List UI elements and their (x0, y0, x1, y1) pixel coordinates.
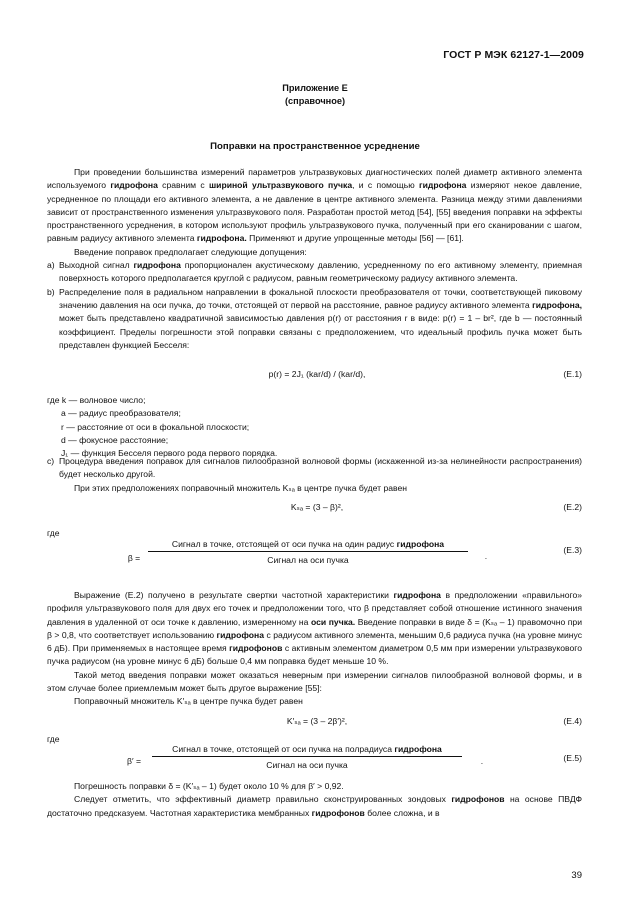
fraction-bar (148, 551, 468, 552)
body-text-2 (47, 455, 582, 495)
equation-e1-formula: p(r) = 2J₁ (kar/d) / (kar/d), (268, 369, 366, 379)
equation-e3-fraction (148, 539, 468, 565)
list-item-c: c) Процедура введения поправок для сигналов пилообразной волновой формы (искаженной из-за нелинейности распространения) будет несколько другой. (47, 456, 582, 480)
appendix-subtitle: (справочное) (284, 96, 345, 106)
paragraph-assumptions: Введение поправок предполагает следующие допущения: (74, 246, 307, 257)
fraction-bar (152, 756, 462, 757)
paragraph-sawtooth: Такой метод введения поправки может оказаться неверным при измерении сигналов пилообразной волновой формы, и в этом случае более приемлемым может быть другое выражение [55]: (47, 669, 582, 694)
equation-e3-numerator: Сигнал в точке, отстоящей от оси пучка на один радиус гидрофона (171, 539, 445, 549)
equation-e5-number: (E.5) (563, 753, 582, 763)
def-j: J₁ — функция Бесселя первого рода первого порядка. (61, 448, 278, 459)
body-text-3 (47, 589, 582, 709)
equation-e4-number: (E.4) (563, 716, 582, 726)
body-text-4 (47, 780, 582, 820)
def-d: d — фокусное расстояние; (61, 434, 169, 445)
equation-e4 (47, 716, 582, 730)
def-k: где k — волновое число; (47, 395, 146, 405)
page-number: 39 (571, 870, 582, 881)
standard-header: ГОСТ Р МЭК 62127-1—2009 (443, 49, 584, 61)
where-1: где (47, 528, 60, 538)
equation-e3-number: (E.3) (563, 545, 582, 555)
paragraph-multiplier: При этих предположениях поправочный множитель Kₛₐ в центре пучка будет равен (74, 482, 408, 493)
def-a: a — радиус преобразователя; (61, 408, 181, 419)
equation-e2-number: (E.2) (563, 502, 582, 512)
equation-e5-numerator: Сигнал в точке, отстоящей от оси пучка на полрадиуса гидрофона (172, 744, 442, 754)
equation-e3-lhs: β = (127, 553, 141, 563)
equation-e2 (47, 502, 582, 516)
list-item-b: b) Распределение поля в радиальном направлении в фокальной плоскости преобразователя от точки, соответствующей пиковому значению давления на оси пучка, до точки, отстоящей от первой на расстояние, равное радиусу активного элемента гидрофона, может быть представлено квадратичной зависимостью давления p(r) от расстояния r в виде: p(r) = 1 – br², где b — постоянный коэффициент. Пределы погрешности этой поправки связаны с предположением, что идеальный профиль пучка может быть представлен функцией Бесселя: (47, 286, 582, 350)
paragraph-note: Следует отметить, что эффективный диаметр правильно сконструированных зондовых гидрофонов на основе ПВДФ достаточно предсказуем. Частотная характеристика мембранных гидрофонов более сложна, и в (47, 794, 582, 818)
paragraph-expression: Выражение (E.2) получено в результате свертки частотной характеристики гидрофона в предположении «правильного» профиля ультразвукового поля для двух его точек и предположении того, что β представляет собой отношение истинного значения давления в удаленной от оси точке к давлению, измеренному на оси пучка. Введение поправки в виде δ = (Kₛₐ – 1) правомочно при β > 0,8, что соответствует использованию гидрофона с радиусом активного элемента, меньшим 0,6 радиуса пучка (на уровне минус 6 дБ). При применяемых в настоящее время гидрофонов с активным элементом диаметром 0,5 мм при измерении ультразвукового пучка радиусом (на уровне минус 6 дБ) больше 0,4 мм поправка будет меньше 10 %. (47, 590, 583, 667)
equation-e4-formula: K′ₛₐ = (3 – 2β′)², (286, 716, 348, 726)
equation-e5-lhs: β′ = (127, 756, 141, 766)
paragraph-error: Погрешность поправки δ = (K′ₛₐ – 1) будет около 10 % для β′ > 0,92. (74, 781, 344, 791)
equation-e5-denominator: Сигнал на оси пучка (266, 760, 348, 770)
appendix-title: Приложение E (282, 83, 348, 93)
equation-e3-denominator: Сигнал на оси пучка (267, 555, 349, 565)
body-text-1 (47, 166, 582, 352)
equation-e5-tail: . (480, 756, 484, 766)
equation-e3-tail: . (484, 551, 488, 561)
definitions-list (47, 394, 582, 460)
where-2: где (47, 734, 60, 744)
equation-e1 (47, 369, 582, 383)
paragraph-multiplier-2: Поправочный множитель K′ₛₐ в центре пучка будет равен (74, 696, 303, 707)
def-r: r — расстояние от оси в фокальной плоскости; (61, 421, 250, 432)
paragraph-intro: При проведении большинства измерений параметров ультразвуковых диагностических полей диаметр активного элемента используемого гидрофона сравним с шириной ультразвукового пучка, и с помощью гидрофона измеряют некое давление, усредненное по площади его активного элемента, а не давление в центре активного элемента. Разница между этими давлениями зависит от пространственного изменения ультразвукового поля. Разработан простой метод [54], [55] введения поправки на эффекты пространственного усреднения, в котором используют профиль ультразвукового пучка, полученный при его сканировании с шагом, равным радиусу активного элемента гидрофона. Применяют и другие упрощенные методы [56] — [61]. (47, 167, 582, 244)
equation-e1-number: (E.1) (563, 369, 582, 379)
section-title: Поправки на пространственное усреднение (210, 141, 420, 152)
equation-e5-fraction (152, 744, 462, 770)
list-item-a: a) Выходной сигнал гидрофона пропорционален акустическому давлению, усредненному по его активному элементу, приемная поверхность которого предполагается круглой с радиусом, равным геометрическому радиусу активного элемента. (47, 260, 582, 284)
equation-e2-formula: Kₛₐ = (3 – β)², (290, 502, 344, 512)
